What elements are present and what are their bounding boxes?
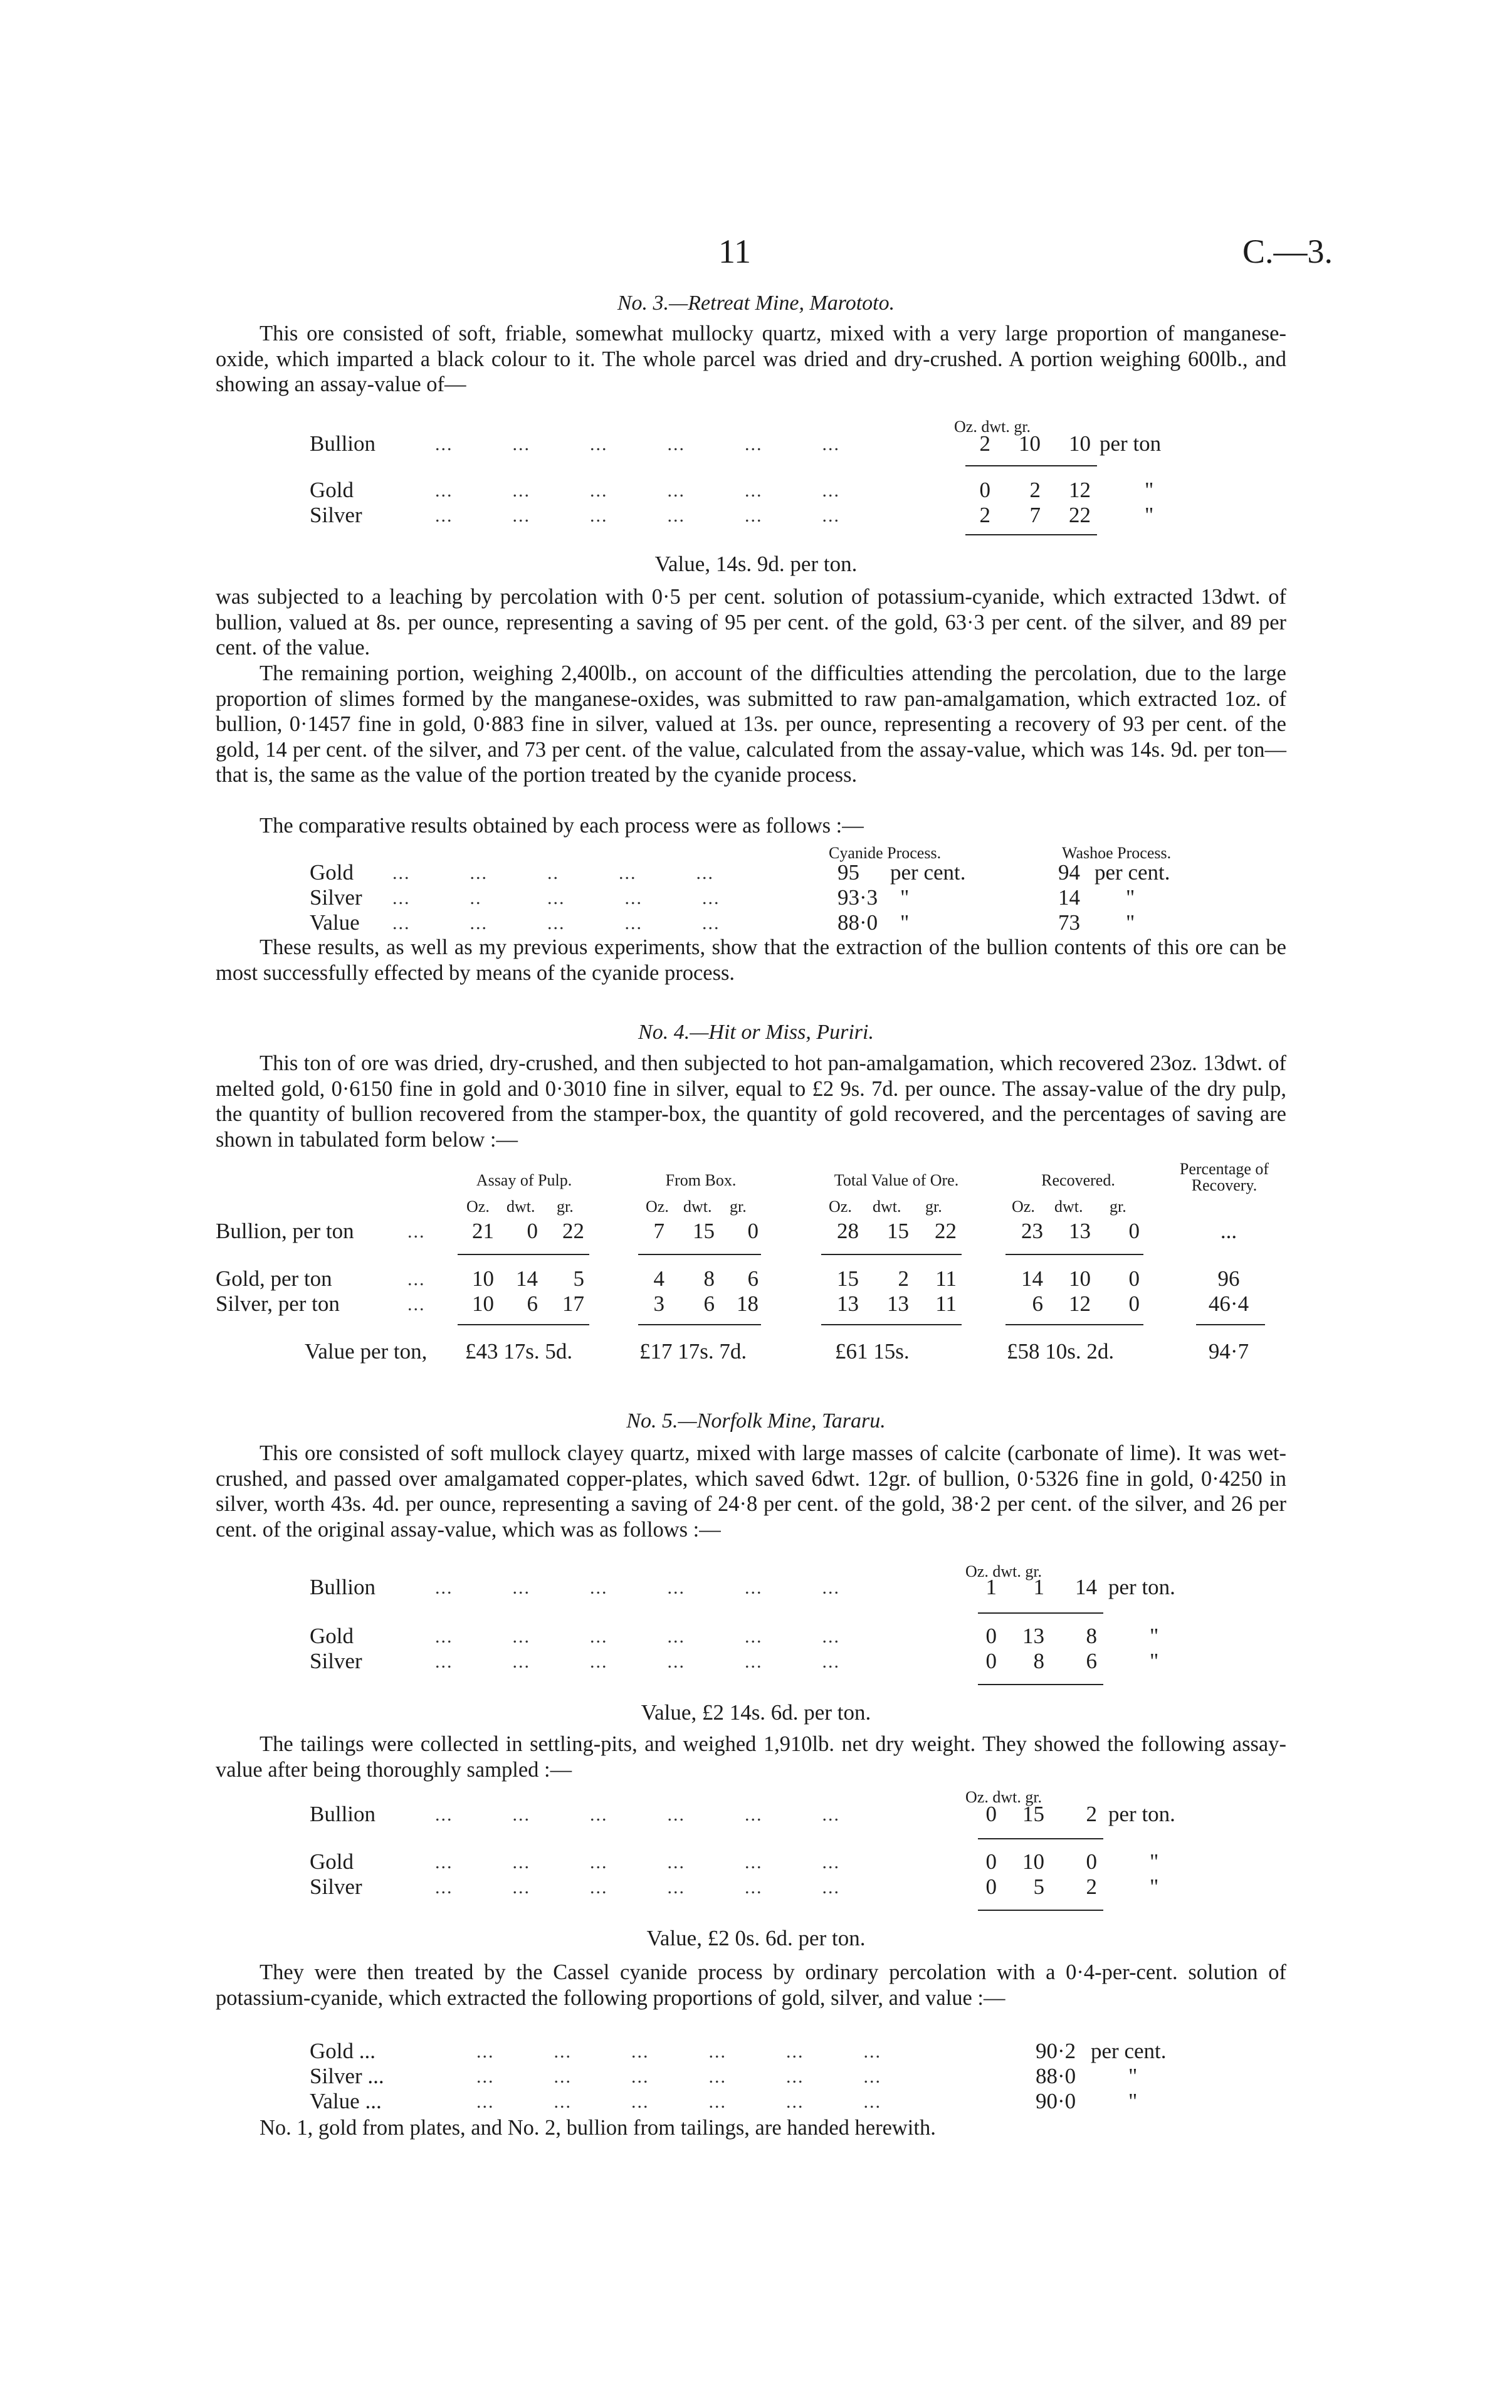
- s4-row-label: Silver, per ton: [216, 1291, 340, 1316]
- s3-cmp-gold-washoe: 94: [1058, 860, 1080, 885]
- s5-ext-label: Gold ...: [310, 2039, 375, 2063]
- s5-unit-header: Oz. dwt. gr.: [965, 1562, 1042, 1580]
- s5-t2-unit: per ton.: [1108, 1802, 1175, 1826]
- s4-col-total: Total Value of Ore.: [834, 1171, 959, 1189]
- s4-unit-dwt: dwt.: [683, 1197, 712, 1216]
- rule: [978, 1684, 1103, 1685]
- s5-t2-label: Silver: [310, 1874, 362, 1899]
- s4-col-box: From Box.: [665, 1171, 737, 1189]
- leader-dots: ... ... ... ... ... ...: [435, 480, 840, 501]
- s5-ext-label: Value ...: [310, 2089, 382, 2113]
- s5-unit-header-2: Oz. dwt. gr.: [965, 1788, 1042, 1806]
- s5-t1-gr: 8: [1086, 1624, 1097, 1648]
- s3-gold-dwt: 2: [1029, 478, 1041, 502]
- s5-ext-unit: ": [1128, 2064, 1138, 2088]
- s4-row-label: Bullion, per ton: [216, 1219, 354, 1243]
- s5-t2-dwt: 10: [1022, 1849, 1044, 1874]
- s3-cmp-silver-wunit: ": [1126, 885, 1135, 910]
- document-reference: C.—3.: [1242, 233, 1333, 270]
- leader-dots: ... .. ... ... ...: [392, 888, 720, 908]
- s5-t2-gr: 2: [1086, 1802, 1097, 1826]
- leader-dots: ...: [407, 1294, 426, 1315]
- s5-t1-unit: ": [1150, 1649, 1159, 1673]
- s4-cell: 11: [935, 1291, 957, 1316]
- s3-para-2: The remaining portion, weighing 2,400lb., on account of the difficulties attending the percolation, due to the large proportion of slimes formed by the manganese-oxides, was submitted to raw pan-amalgamation, which extracted 1oz. of bullion, 0·1457 fine in gold, 0·883 fine in silver, valued at 13s. per ounce, representing a recovery of 93 per cent. of the gold, 14 per cent. of the silver, and 73 per cent. of the value, calculated from the assay-value, which was 14s. 9d. per ton—that is, the same as the value of the portion treated by the cyanide process.: [216, 661, 1286, 787]
- s5-t1-oz: 0: [985, 1649, 997, 1673]
- s5-t2-unit: ": [1150, 1849, 1159, 1874]
- section-3-title: No. 3.—Retreat Mine, Marototo.: [617, 292, 895, 315]
- rule: [978, 1838, 1103, 1839]
- rule: [821, 1324, 962, 1325]
- s3-bullion-gr: 10: [1069, 431, 1091, 456]
- s5-t1-gr: 14: [1075, 1575, 1097, 1599]
- section-5-title: No. 5.—Norfolk Mine, Tararu.: [626, 1409, 886, 1433]
- s4-cell: 4: [653, 1266, 664, 1291]
- s5-ext-unit: ": [1128, 2089, 1138, 2113]
- leader-dots: ... ... ... ... ... ...: [476, 2041, 881, 2062]
- s5-t1-unit: per ton.: [1108, 1575, 1175, 1599]
- s3-bullion-unit: per ton: [1100, 431, 1162, 456]
- s4-value-total: £61 15s.: [835, 1339, 910, 1364]
- s4-pct: 46·4: [1208, 1291, 1249, 1316]
- s5-t2-dwt: 5: [1033, 1874, 1044, 1899]
- s4-cell: 23: [1021, 1219, 1043, 1243]
- s4-cell: 12: [1069, 1291, 1091, 1316]
- rule: [978, 1612, 1103, 1614]
- section-5-intro: This ore consisted of soft mullock clayey quartz, mixed with large masses of calcite (carbonate of lime). It was wet-crushed, and passed over amalgamated copper-plates, which saved 6dwt. 12gr. of bullion, 0·5326 fine in gold, 0·4250 in silver, worth 43s. 4d. per ounce, representing a saving of 24·8 per cent. of the gold, 38·2 per cent. of the silver, and 26 per cent. of the original assay-value, which was as follows :—: [216, 1441, 1286, 1542]
- s4-cell: 13: [1069, 1219, 1091, 1243]
- leader-dots: ... ... ... ... ... ...: [435, 434, 840, 455]
- s4-unit-gr: gr.: [730, 1197, 747, 1216]
- s4-value-box: £17 17s. 7d.: [639, 1339, 747, 1364]
- s3-cyanide-head: Cyanide Process.: [829, 844, 942, 862]
- s4-cell: 6: [747, 1266, 759, 1291]
- s4-cell: 2: [898, 1266, 909, 1291]
- s5-t1-label: Silver: [310, 1649, 362, 1673]
- s3-cmp-gold-cunit: per cent.: [890, 860, 966, 885]
- rule: [458, 1254, 589, 1255]
- s5-t1-unit: ": [1150, 1624, 1159, 1648]
- s3-silver-dwt: 7: [1029, 503, 1041, 527]
- section-4-intro: This ton of ore was dried, dry-crushed, and then subjected to hot pan-amalgamation, which recovered 23oz. 13dwt. of melted gold, 0·6150 fine in gold and 0·3010 fine in silver, equal to £2 9s. 7d. per ounce. The assay-value of the dry pulp, the quantity of bullion recovered from the stamper-box, the quantity of gold recovered, and the percentages of saving are shown in tabulated form below :—: [216, 1051, 1286, 1152]
- s5-t1-label: Bullion: [310, 1575, 376, 1599]
- leader-dots: ... ... ... ... ... ...: [435, 1852, 840, 1873]
- s4-cell: 22: [935, 1219, 957, 1243]
- s4-cell: 10: [472, 1291, 494, 1316]
- leader-dots: ... ... ... ... ... ...: [476, 2091, 881, 2112]
- s3-gold-gr: 12: [1069, 478, 1091, 502]
- s5-ext-unit: per cent.: [1091, 2039, 1167, 2063]
- s3-silver-unit: ": [1145, 503, 1154, 527]
- rule: [458, 1324, 589, 1325]
- s4-cell: 15: [837, 1266, 859, 1291]
- s5-t2-unit: ": [1150, 1874, 1159, 1899]
- s5-ext-label: Silver ...: [310, 2064, 384, 2088]
- s3-value-line: Value, 14s. 9d. per ton.: [654, 552, 858, 576]
- s3-cmp-value-label: Value: [310, 910, 360, 935]
- s4-cell: 8: [703, 1266, 715, 1291]
- rule: [965, 465, 1097, 466]
- leader-dots: ... ... ... ... ... ...: [435, 1804, 840, 1825]
- leader-dots: ... ... ... ... ... ...: [435, 505, 840, 526]
- s3-bullion-label: Bullion: [310, 431, 376, 456]
- s4-unit-gr: gr.: [1110, 1197, 1126, 1216]
- s4-cell: 14: [1021, 1266, 1043, 1291]
- s5-t1-oz: 0: [985, 1624, 997, 1648]
- s5-t1-dwt: 13: [1022, 1624, 1044, 1648]
- section-3-intro: This ore consisted of soft, friable, somewhat mullocky quartz, mixed with a very large proportion of manganese-oxide, which imparted a black colour to it. The whole parcel was dried and dry-crushed. A portion weighing 600lb., and showing an assay-value of—: [216, 322, 1286, 396]
- s4-unit-dwt: dwt.: [507, 1197, 535, 1216]
- leader-dots: ... ... ... ... ... ...: [435, 1651, 840, 1672]
- s4-unit-gr: gr.: [925, 1197, 942, 1216]
- s4-cell: 13: [887, 1291, 909, 1316]
- s4-cell: 6: [703, 1291, 715, 1316]
- s5-t2-dwt: 15: [1022, 1802, 1044, 1826]
- leader-dots: ...: [407, 1221, 426, 1242]
- s5-ext-val: 90·2: [1036, 2039, 1076, 2063]
- s4-value-pct: 94·7: [1208, 1339, 1249, 1364]
- s4-cell: 3: [653, 1291, 664, 1316]
- s3-gold-label: Gold: [310, 478, 354, 502]
- s4-col-percentage: Percentage of Recovery.: [1179, 1160, 1269, 1194]
- leader-dots: ... ... ... ... ... ...: [435, 1877, 840, 1898]
- s3-cmp-silver-cunit: ": [900, 885, 910, 910]
- rule: [965, 534, 1097, 535]
- s4-cell: 14: [516, 1266, 538, 1291]
- s3-para-1: was subjected to a leaching by percolation with 0·5 per cent. solution of potassium-cyanide, which extracted 13dwt. of bullion, valued at 8s. per ounce, representing a saving of 95 per cent. of the gold, 63·3 per cent. of the silver, and 89 per cent. of the value.: [216, 585, 1286, 660]
- s3-para-4: These results, as well as my previous experiments, show that the extraction of the bullion contents of this ore can be most successfully effected by means of the cyanide process.: [216, 935, 1286, 985]
- s4-cell: 0: [1128, 1291, 1140, 1316]
- s4-cell: 6: [527, 1291, 538, 1316]
- rule: [638, 1324, 761, 1325]
- s4-cell: 0: [747, 1219, 759, 1243]
- leader-dots: ... ... ... ... ...: [392, 913, 720, 933]
- s5-closing: No. 1, gold from plates, and No. 2, bullion from tailings, are handed herewith.: [260, 2116, 936, 2140]
- s4-col-assay: Assay of Pulp.: [476, 1171, 572, 1189]
- s4-cell: 28: [837, 1219, 859, 1243]
- s3-gold-oz: 0: [979, 478, 990, 502]
- s5-cassel: They were then treated by the Cassel cyanide process by ordinary percolation with a 0·4-per-cent. solution of potassium-cyanide, which extracted the following proportions of gold, silver, and value :—: [216, 1960, 1286, 2010]
- s5-value-2: Value, £2 0s. 6d. per ton.: [646, 1926, 866, 1950]
- s4-unit-dwt: dwt.: [873, 1197, 901, 1216]
- s4-cell: 22: [562, 1219, 584, 1243]
- s4-unit-oz: Oz.: [829, 1197, 852, 1216]
- s3-unit-header: Oz. dwt. gr.: [954, 418, 1031, 436]
- s4-cell: 21: [472, 1219, 494, 1243]
- s5-tailings: The tailings were collected in settling-pits, and weighed 1,910lb. net dry weight. They showed the following assay-value after being thoroughly sampled :—: [216, 1732, 1286, 1782]
- s5-t2-oz: 0: [985, 1874, 997, 1899]
- s3-cmp-value-cyanide: 88·0: [837, 910, 878, 935]
- s4-unit-oz: Oz.: [466, 1197, 490, 1216]
- s4-unit-dwt: dwt.: [1054, 1197, 1083, 1216]
- s4-unit-oz: Oz.: [646, 1197, 669, 1216]
- s4-cell: 10: [472, 1266, 494, 1291]
- s5-t2-oz: 0: [985, 1802, 997, 1826]
- section-4-title: No. 4.—Hit or Miss, Puriri.: [638, 1021, 874, 1044]
- rule: [1005, 1254, 1143, 1255]
- s5-ext-val: 90·0: [1036, 2089, 1076, 2113]
- s4-cell: 15: [693, 1219, 715, 1243]
- s3-washoe-head: Washoe Process.: [1062, 844, 1172, 862]
- page-number: 11: [718, 233, 751, 270]
- s3-cmp-silver-label: Silver: [310, 885, 362, 910]
- s4-cell: 15: [887, 1219, 909, 1243]
- s3-cmp-value-wunit: ": [1126, 910, 1135, 935]
- s5-value-1: Value, £2 14s. 6d. per ton.: [641, 1700, 871, 1725]
- leader-dots: ... ... .. ... ...: [392, 863, 714, 883]
- s4-cell: 0: [1128, 1266, 1140, 1291]
- s3-gold-unit: ": [1145, 478, 1154, 502]
- s4-cell: 5: [573, 1266, 584, 1291]
- s3-cmp-silver-cyanide: 93·3: [837, 885, 878, 910]
- s5-t2-gr: 0: [1086, 1849, 1097, 1874]
- leader-dots: ... ... ... ... ... ...: [435, 1577, 840, 1598]
- leader-dots: ... ... ... ... ... ...: [476, 2066, 881, 2087]
- s4-cell: 17: [562, 1291, 584, 1316]
- rule: [1196, 1324, 1265, 1325]
- leader-dots: ...: [407, 1269, 426, 1290]
- rule: [638, 1254, 761, 1255]
- s4-value-assay: £43 17s. 5d.: [465, 1339, 573, 1364]
- s3-cmp-value-cunit: ": [900, 910, 910, 935]
- s3-cmp-gold-label: Gold: [310, 860, 354, 885]
- s4-cell: 7: [653, 1219, 664, 1243]
- s5-ext-val: 88·0: [1036, 2064, 1076, 2088]
- s4-cell: 6: [1032, 1291, 1043, 1316]
- rule: [821, 1254, 962, 1255]
- s5-t1-oz: 1: [985, 1575, 997, 1599]
- s4-pct: ...: [1220, 1219, 1237, 1243]
- s3-cmp-silver-washoe: 14: [1058, 885, 1080, 910]
- s5-t1-gr: 6: [1086, 1649, 1097, 1673]
- rule: [978, 1910, 1103, 1911]
- s4-col-recovered: Recovered.: [1041, 1171, 1115, 1189]
- s3-bullion-oz: 2: [979, 431, 990, 456]
- s5-t2-gr: 2: [1086, 1874, 1097, 1899]
- s3-cmp-gold-cyanide: 95: [837, 860, 859, 885]
- rule: [1005, 1324, 1143, 1325]
- s5-t1-dwt: 8: [1033, 1649, 1044, 1673]
- s4-row-label: Gold, per ton: [216, 1266, 332, 1291]
- s3-silver-gr: 22: [1069, 503, 1091, 527]
- s4-pct: 96: [1217, 1266, 1240, 1291]
- s4-cell: 10: [1069, 1266, 1091, 1291]
- s3-cmp-value-washoe: 73: [1058, 910, 1080, 935]
- s3-para-3: The comparative results obtained by each process were as follows :—: [260, 814, 864, 838]
- s3-bullion-dwt: 10: [1019, 431, 1041, 456]
- s4-cell: 18: [737, 1291, 759, 1316]
- leader-dots: ... ... ... ... ... ...: [435, 1626, 840, 1647]
- s4-value-label: Value per ton,: [305, 1339, 428, 1364]
- s4-value-recovered: £58 10s. 2d.: [1007, 1339, 1115, 1364]
- s4-cell: 13: [837, 1291, 859, 1316]
- s4-unit-gr: gr.: [557, 1197, 574, 1216]
- s5-t1-label: Gold: [310, 1624, 354, 1648]
- s4-cell: 0: [1128, 1219, 1140, 1243]
- s3-silver-oz: 2: [979, 503, 990, 527]
- s4-cell: 0: [527, 1219, 538, 1243]
- s5-t2-label: Gold: [310, 1849, 354, 1874]
- s4-cell: 11: [935, 1266, 957, 1291]
- s5-t1-dwt: 1: [1033, 1575, 1044, 1599]
- s3-cmp-gold-wunit: per cent.: [1095, 860, 1170, 885]
- s4-unit-oz: Oz.: [1012, 1197, 1035, 1216]
- s5-t2-label: Bullion: [310, 1802, 376, 1826]
- s3-silver-label: Silver: [310, 503, 362, 527]
- s5-t2-oz: 0: [985, 1849, 997, 1874]
